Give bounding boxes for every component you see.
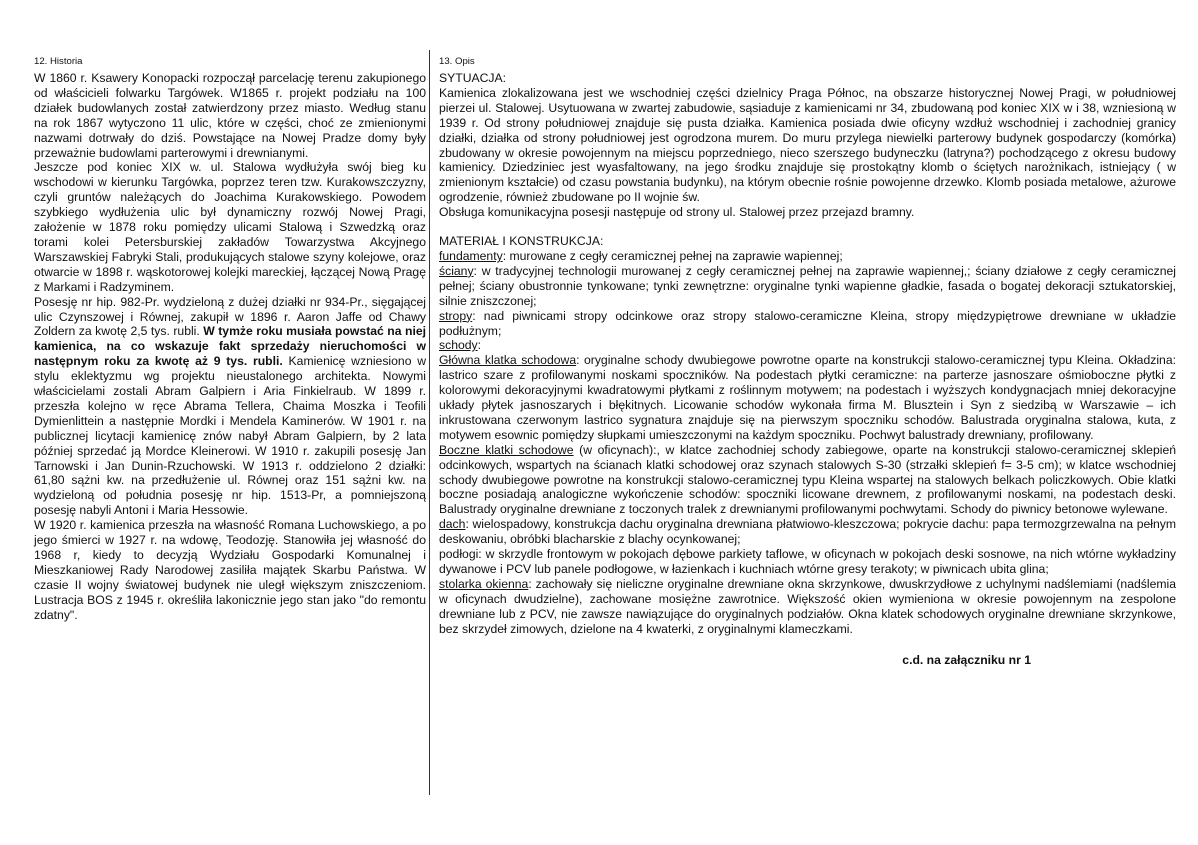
history-paragraph-3b: Kamienicę wzniesiono w stylu eklektyzmu wg projektu nieustalonego architekta. Nowymi właścicielami zostali Abram Galpiern i Aria Finkielraub. W 1899 r. przeszła kolejno w ręce Abrama Tellera, Chaima Moszka i Teofili Dymienlittein a następnie Mordki i Mendela Kaminerów. W 1901 r. na publicznej licytacji kamienicę znów nabył Abram Galpiern, by 2 lata później sprzedać ją Mordce Kleinerowi. W 1910 r. zakupili posesję Jan Tarnowski i Jan Dunin-Rzuchowski. W 1913 r. oddzielono 2 działki: 61,80 sążni kw. na przedłużenie ul. Równej oraz 151 sążni kw. na wydzieloną od południa posesję nr hip. 1513-Pr, a pomniejszoną posesję nabyli Antoni i Maria Hessowie.	[34, 354, 427, 518]
dach-label: dach	[439, 517, 466, 532]
dach-text: : wielospadowy, konstrukcja dachu oryginalna drewniana płatwiowo-kleszczowa; pokrycie dachu: papa termozgrzewalna na pełnym deskowaniu, obróbki blacharskie z blachy ocynkowanej;	[439, 517, 1176, 547]
schody-label: schody	[439, 338, 478, 353]
history-paragraph-4: W 1920 r. kamienica przeszła na własność Romana Luchowskiego, a po jego śmierci w 1927 r. na wdowę, Teodozję. Stanowiła jej własność do 1968 r, kiedy to decyzją Wydziału Gospodarki Komunalnej i Mieszkaniowej Rady Narodowej zasiliła majątek Skarbu Państwa. W czasie II wojny światowej budynek nie uległ większym zniszczeniom. Lustracja BOS z 1945 r. określiła lakonicznie jego stan jako "do remontu zdatny".	[34, 518, 426, 622]
sciany-label: ściany	[439, 263, 474, 278]
boczne-klatki-text: (w oficynach):, w klatce zachodniej schody zabiegowe, oparte na konstrukcji stalowo-ceramicznej sklepień odcinkowych, wspartych na ścianach klatki schodowej oraz szynach stalowych S-30 (strzałki sklepień f= 3-5 cm); w klatce wschodniej schody dwubiegowe powrotne na konstrukcji stalowo-ceramicznej typu Kleina wspartej na stalowych belkach policzkowych. Obie klatki boczne posiadają analogiczne wykończenie schodów: spoczniki licowane drewnem, z profilowanymi noskami, na podestach deski. Balustrady oryginalne drewniane z toczonych tralek z drewnianymi profilowanymi pochwytami. Schody do piwnicy betonowe wylewane.	[439, 442, 1177, 517]
column-divider	[429, 50, 430, 795]
history-paragraph-3	[34, 295, 426, 519]
dach-item	[439, 517, 1176, 547]
glowna-klatka-item	[439, 353, 1176, 442]
history-paragraph-1: W 1860 r. Ksawery Konopacki rozpoczął parcelację terenu zakupionego od właścicieli folwarku Targówek. W1865 r. projekt podziału na 100 działek budowlanych został zatwierdzony przez miasto. Według stanu na rok 1867 wytyczono 11 ulic, które w części, choć ze zmienionymi nazwami dotrwały do dziś. Powstające na Nowej Pradze domy były przeważnie budowlami parterowymi i drewnianymi.	[34, 71, 426, 160]
section-label-description: 13. Opis	[439, 56, 475, 67]
schody-text: :	[477, 338, 482, 353]
history-paragraph-3-bold: W tymże roku musiała powstać na niej kamienica, na co wskazuje fakt sprzedaży nieruchomości w następnym roku za kwotę aż 9 tys. rubli.	[34, 324, 426, 369]
stropy-label: stropy	[439, 308, 473, 323]
glowna-klatka-text: : oryginalne schody dwubiegowe powrotne oparte na konstrukcji stalowo-ceramicznej typu Kleina. Okładzina: lastrico szare z profilowanymi noskami spoczników. Na podestach płytki ceramiczne: na parterze jasnoszare ośmioboczne płytki z kolorowymi dekoracyjnymi kwadratowymi płytkami z roślinnym motywem; na podestach i wyższych kondygnacjach mniej dekoracyjne układy płytek jasnoszarych i błękitnych. Licowanie schodów wykonała firma M. Blusztein i Syn z siedzibą w Warszawie – ich inkrustowana czerwonym lastrico sygnatura znajduje się na pierwszym spoczniku schodów. Balustrada oryginalna stalowa, kuta, z motywem esownic pomiędzy słupkami umieszczonymi na każdym spoczniku. Pochwyt balustrady drewniany, profilowany.	[439, 353, 1176, 442]
description-text	[439, 71, 1176, 637]
history-column	[34, 56, 426, 623]
section-label-history: 12. Historia	[34, 56, 83, 67]
glowna-klatka-label: Główna klatka schodowa	[439, 353, 577, 368]
description-column	[439, 56, 1176, 667]
fundamenty-item	[439, 249, 1176, 264]
history-text	[34, 71, 426, 623]
podlogi-item: podłogi: w skrzydle frontowym w pokojach dębowe parkiety taflowe, w oficynach w pokojach deski sosnowe, na nich wtórne wykładziny dywanowe i PCV lub panele podłogowe, w łazienkach i kuchniach wtórne gresy terakoty; w piwnicach ubita glina;	[439, 547, 1176, 576]
history-paragraph-2: Jeszcze pod koniec XIX w. ul. Stalowa wydłużyła swój bieg ku wschodowi w kierunku Targówka, poprzez teren tzw. Kurakowszczyzny, czyli gruntów należących do Joachima Kurakowskiego. Powodem szybkiego wydłużenia ulic był dynamiczny rozwój Nowej Pragi, założenie w 1878 roku pomiędzy ulicami Stalową i Szwedzką oraz torami kolei Petersburskiej zakładów Towarzystwa Akcyjnego Warszawskiej Fabryki Stali, produkujących stalowe szyny kolejowe, oraz otwarcie w 1898 r. wąskotorowej kolejki mareckiej, łączącej Nową Pragę z Markami i Radzyminem.	[34, 160, 426, 294]
fundamenty-label: fundamenty	[439, 248, 503, 263]
sciany-text: : w tradycyjnej technologii murowanej z cegły ceramicznej pełnej na zaprawie wapiennej,; ściany działowe z cegły ceramicznej pełnej; ściany obustronnie tynkowane; tynki zewnętrzne: oryginalne tynki wapienne gładkie, fasada o bogatej dekoracji sztukatorskiej, silnie zniszczonej;	[439, 263, 1176, 308]
stolarka-text: : zachowały się nieliczne oryginalne drewniane okna skrzynkowe, dwuskrzydłowe z uchylnymi nadślemiami (nadślemia w oficynach dwudzielne), zachowane mosiężne zawrotnice. Większość okien wymieniona w okresie powojennym na zespolone drewniane lub z PCV, nie zawsze nawiązujące do oryginalnych podziałów. Okna klatek schodowych oryginalne drewniane skrzynkowe, bez skrzydeł zimowych, dzielone na 4 kwaterki, z oryginalnymi klameczkami.	[439, 576, 1176, 636]
schody-item	[439, 338, 1176, 353]
spacer	[439, 220, 1176, 234]
stropy-text: : nad piwnicami stropy odcinkowe oraz stropy stalowo-ceramiczne Kleina, stropy międzypiętrowe drewniane w układzie podłużnym;	[439, 308, 1176, 338]
boczne-klatki-item	[439, 443, 1176, 518]
continuation-note: c.d. na załączniku nr 1	[902, 652, 1031, 667]
sytuacja-heading: SYTUACJA:	[439, 71, 507, 85]
sytuacja-paragraph: Kamienica zlokalizowana jest we wschodniej części dzielnicy Praga Północ, na obszarze historycznej Nowej Pragi, w południowej pierzei ul. Stalowej. Usytuowana w zwartej zabudowie, sąsiaduje z kamienicami nr 34, zbudowaną pod koniec XIX w i 38, wzniesioną w 1939 r. Od strony południowej znajduje się pusta działka. Kamienica posiada dwie oficyny wzdłuż wschodniej i zachodniej granicy działki, działka od strony południowej jest ogrodzona murem. Do muru przylega niewielki parterowy budynek gospodarczy (komórka) zbudowany w okresie powojennym na miejscu poprzedniego, nieco szerszego budyneczku (latryna?) pochodzącego z okresu budowy kamienicy. Dziedziniec jest wyasfaltowany, na jego środku znajduje się prostokątny klomb o ściętych narożnikach, istniejący ( w zmienionym kształcie) od czasu powstania budynku), na którym obecnie rośnie powojenne drzewko. Klomb posiada metalowe, ażurowe ogrodzenie, również zbudowane po II wojnie św.	[439, 85, 1176, 205]
stolarka-item	[439, 577, 1176, 637]
material-heading: MATERIAŁ I KONSTRUKCJA:	[439, 234, 604, 249]
fundamenty-text: : murowane z cegły ceramicznej pełnej na zaprawie wapiennej;	[502, 248, 843, 263]
boczne-klatki-label: Boczne klatki schodowe	[439, 442, 574, 457]
sciany-item	[439, 264, 1176, 309]
stolarka-label: stolarka okienna	[439, 576, 529, 591]
obsluga-paragraph: Obsługa komunikacyjna posesji następuje od strony ul. Stalowej przez przejazd bramny.	[439, 205, 915, 220]
history-paragraph-3a: Posesję nr hip. 982-Pr. wydzieloną z dużej działki nr 934-Pr., sięgającej ulic Czynszowej i Równej, zakupił w 1896 r. Aaron Jaffe od Chawy Zoldern za kwotę 2,5 tys. rubli.	[34, 294, 426, 339]
stropy-item	[439, 309, 1176, 339]
